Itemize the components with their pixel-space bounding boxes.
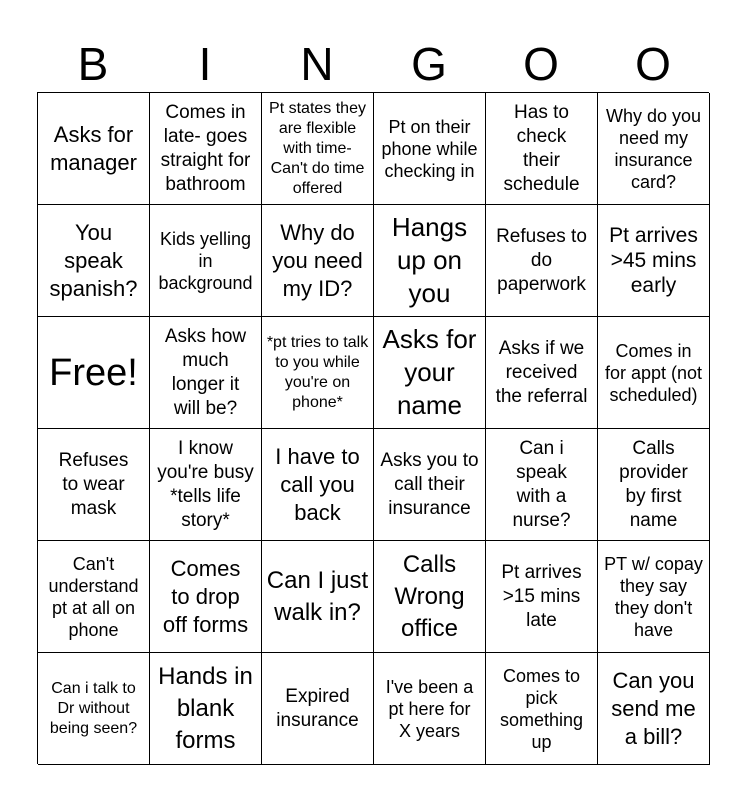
bingo-cell[interactable]: Has to check their schedule bbox=[486, 93, 598, 205]
bingo-cell[interactable]: Hangs up on you bbox=[374, 205, 486, 317]
bingo-card-grid bbox=[37, 92, 709, 764]
bingo-cell[interactable]: Pt states they are flexible with time- Can't do time offered bbox=[262, 93, 374, 205]
bingo-cell[interactable]: Asks you to call their insurance bbox=[374, 429, 486, 541]
bingo-cell[interactable]: Asks if we received the referral bbox=[486, 317, 598, 429]
bingo-cell[interactable]: Comes in late- goes straight for bathroom bbox=[150, 93, 262, 205]
bingo-header bbox=[37, 36, 709, 92]
bingo-cell[interactable]: Can i speak with a nurse? bbox=[486, 429, 598, 541]
bingo-cell[interactable]: Calls Wrong office bbox=[374, 541, 486, 653]
free-space-cell[interactable]: Free! bbox=[38, 317, 150, 429]
bingo-cell[interactable]: Hands in blank forms bbox=[150, 653, 262, 765]
header-letter-o: O bbox=[523, 38, 559, 90]
bingo-cell[interactable]: Kids yelling in background bbox=[150, 205, 262, 317]
header-letter-n: N bbox=[300, 38, 334, 90]
bingo-cell[interactable]: Why do you need my ID? bbox=[262, 205, 374, 317]
bingo-cell[interactable]: I have to call you back bbox=[262, 429, 374, 541]
header-letter-g: G bbox=[411, 38, 447, 90]
bingo-cell[interactable]: Why do you need my insurance card? bbox=[598, 93, 710, 205]
bingo-cell[interactable]: *pt tries to talk to you while you're on phone* bbox=[262, 317, 374, 429]
bingo-cell[interactable]: Can't understand pt at all on phone bbox=[38, 541, 150, 653]
bingo-cell[interactable]: I know you're busy *tells life story* bbox=[150, 429, 262, 541]
bingo-cell[interactable]: Asks for manager bbox=[38, 93, 150, 205]
header-letter-i: I bbox=[198, 38, 212, 90]
header-letter-o-2: O bbox=[635, 38, 671, 90]
bingo-cell[interactable]: Calls provider by first name bbox=[598, 429, 710, 541]
bingo-cell[interactable]: Pt arrives >45 mins early bbox=[598, 205, 710, 317]
bingo-cell[interactable]: Asks for your name bbox=[374, 317, 486, 429]
bingo-cell[interactable]: Refuses to do paperwork bbox=[486, 205, 598, 317]
header-letter-b: B bbox=[77, 38, 109, 90]
bingo-cell[interactable]: Comes to pick something up bbox=[486, 653, 598, 765]
bingo-cell[interactable]: Can you send me a bill? bbox=[598, 653, 710, 765]
bingo-cell[interactable]: Can I just walk in? bbox=[262, 541, 374, 653]
bingo-cell[interactable]: Asks how much longer it will be? bbox=[150, 317, 262, 429]
bingo-cell[interactable]: Pt on their phone while checking in bbox=[374, 93, 486, 205]
bingo-cell[interactable]: Can i talk to Dr without being seen? bbox=[38, 653, 150, 765]
bingo-cell[interactable]: Comes in for appt (not scheduled) bbox=[598, 317, 710, 429]
bingo-cell[interactable]: Comes to drop off forms bbox=[150, 541, 262, 653]
bingo-cell[interactable]: Pt arrives >15 mins late bbox=[486, 541, 598, 653]
bingo-cell[interactable]: PT w/ copay they say they don't have bbox=[598, 541, 710, 653]
bingo-cell[interactable]: You speak spanish? bbox=[38, 205, 150, 317]
bingo-cell[interactable]: Expired insurance bbox=[262, 653, 374, 765]
bingo-cell[interactable]: I've been a pt here for X years bbox=[374, 653, 486, 765]
bingo-cell[interactable]: Refuses to wear mask bbox=[38, 429, 150, 541]
